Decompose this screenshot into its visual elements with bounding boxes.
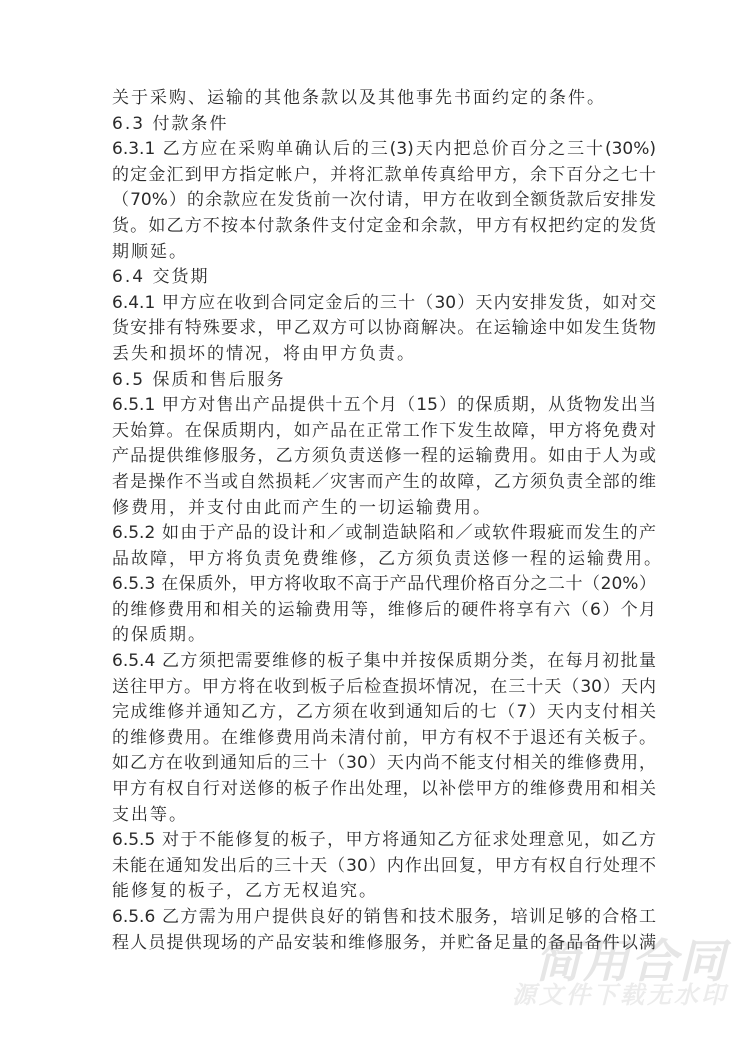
text-line: 的维修费用。在维修费用尚未清付前，甲方有权不于退还有关板子。 — [112, 727, 656, 748]
text-line: 6.5.6 乙方需为用户提供良好的销售和技术服务，培训足够的合格工 — [112, 907, 656, 927]
text-line: 天始算。在保质期内，如产品在正常工作下发生故障，甲方将免费对 — [112, 420, 656, 441]
text-line: 程人员提供现场的产品安装和维修服务，并贮备足量的备品备件以满 — [112, 932, 656, 953]
text-line: 的定金汇到甲方指定帐户，并将汇款单传真给甲方，余下百分之七十 — [112, 164, 656, 185]
section-heading: 6.3 付款条件 — [112, 113, 229, 134]
text-line: 6.5.4 乙方须把需要维修的板子集中并按保质期分类，在每月初批量 — [112, 651, 656, 672]
watermark-tagline: 源文件下载无水印 — [512, 981, 728, 1009]
section-heading: 6.4 交货期 — [112, 267, 210, 288]
text-line: 货。如乙方不按本付款条件支付定金和余款，甲方有权把约定的发货 — [112, 215, 656, 236]
watermark-logo: 简用合同 — [535, 934, 727, 988]
text-line: 6.4.1 甲方应在收到合同定金后的三十（30）天内安排发货，如对交 — [112, 292, 656, 313]
text-line: 能修复的板子，乙方无权追究。 — [112, 881, 378, 902]
text-line: 送往甲方。甲方将在收到板子后检查损坏情况，在三十天（30）天内 — [112, 676, 656, 697]
text-line: 品故障，甲方将负责免费维修，乙方须负责送修一程的运输费用。 — [112, 548, 663, 569]
text-line: 未能在通知发出后的三十天（30）内作出回复，甲方有权自行处理不 — [112, 855, 656, 876]
text-line: 完成维修并通知乙方，乙方须在收到通知后的七（7）天内支付相关 — [112, 702, 656, 723]
section-heading: 6.5 保质和售后服务 — [112, 369, 286, 390]
document-body — [112, 86, 663, 956]
text-line: 关于采购、运输的其他条款以及其他事先书面约定的条件。 — [112, 88, 606, 108]
text-line: 6.3.1 乙方应在采购单确认后的三(3)天内把总价百分之三十(30%) — [112, 139, 656, 160]
text-line: 期顺延。 — [112, 241, 188, 262]
text-line: 的保质期。 — [112, 625, 207, 646]
text-line: （70%）的余款应在发货前一次付请，甲方在收到全额货款后安排发 — [112, 190, 656, 211]
text-line: 货安排有特殊要求，甲乙双方可以协商解决。在运输途中如发生货物 — [112, 318, 656, 339]
text-line: 者是操作不当或自然损耗／灾害而产生的故障，乙方须负责全部的维 — [112, 471, 656, 492]
text-line: 6.5.2 如由于产品的设计和／或制造缺陷和／或软件瑕疵而发生的产 — [112, 523, 656, 544]
text-line: 丢失和损坏的情况，将由甲方负责。 — [112, 343, 416, 364]
text-line: 修费用，并支付由此而产生的一切运输费用。 — [112, 497, 492, 518]
text-line: 6.5.3 在保质外，甲方将收取不高于产品代理价格百分之二十（20%） — [112, 574, 656, 595]
text-line: 的维修费用和相关的运输费用等，维修后的硬件将享有六（6）个月 — [112, 599, 656, 620]
text-line: 6.5.5 对于不能修复的板子，甲方将通知乙方征求处理意见，如乙方 — [112, 830, 656, 851]
text-line: 支出等。 — [112, 804, 188, 825]
text-line: 甲方有权自行对送修的板子作出处理，以补偿甲方的维修费用和相关 — [112, 779, 656, 800]
text-line: 产品提供维修服务，乙方须负责送修一程的运输费用。如由于人为或 — [112, 446, 656, 467]
text-line: 6.5.1 甲方对售出产品提供十五个月（15）的保质期，从货物发出当 — [112, 395, 656, 416]
text-line: 如乙方在收到通知后的三十（30）天内尚不能支付相关的维修费用， — [112, 753, 656, 774]
